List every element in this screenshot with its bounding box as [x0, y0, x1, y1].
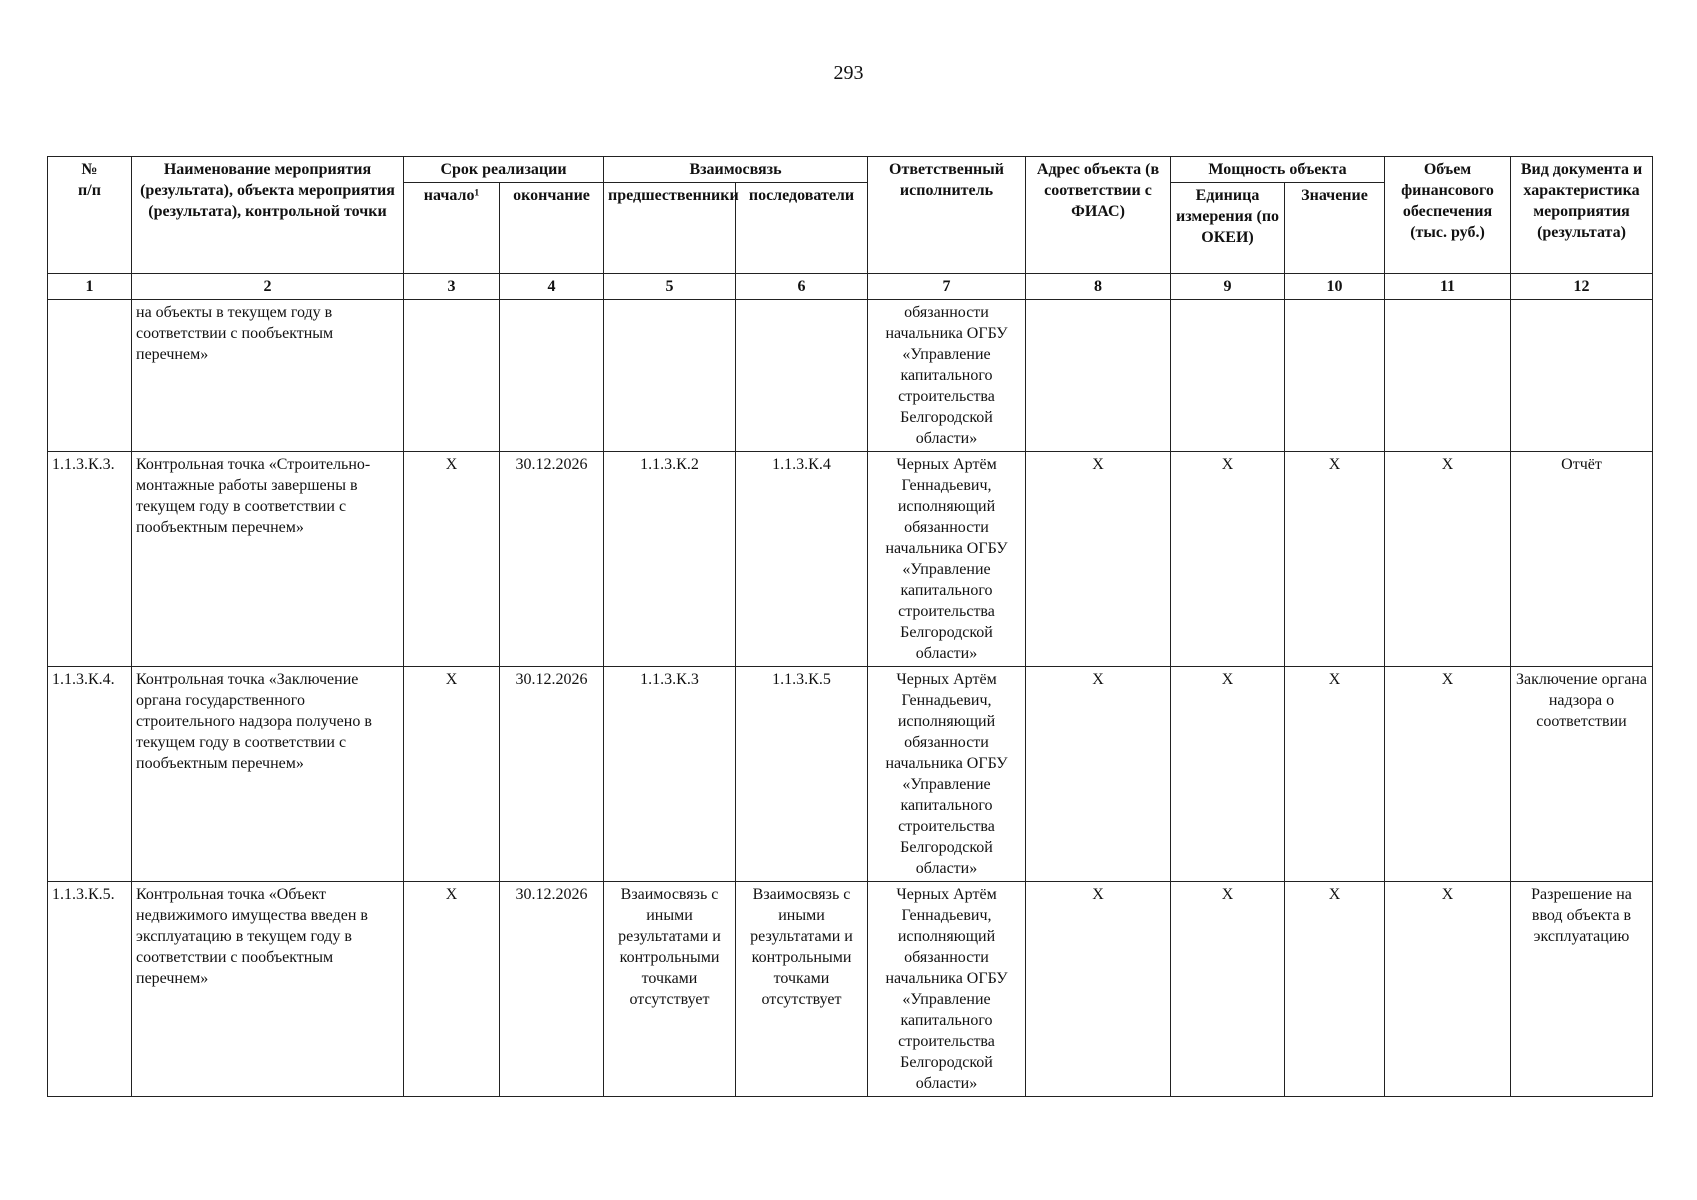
- cell-address: [1026, 300, 1171, 452]
- header-start: начало¹: [404, 183, 500, 274]
- cell-end: 30.12.2026: [500, 452, 604, 667]
- column-number: 3: [404, 274, 500, 300]
- header-relation: Взаимосвязь: [604, 157, 868, 183]
- column-number: 12: [1511, 274, 1653, 300]
- column-number: 6: [736, 274, 868, 300]
- cell-num: 1.1.3.К.3.: [48, 452, 132, 667]
- cell-start: X: [404, 452, 500, 667]
- header-doc: Вид документа и характеристика мероприятия (результата): [1511, 157, 1653, 274]
- header-end: окончание: [500, 183, 604, 274]
- cell-name: Контрольная точка «Объект недвижимого имущества введен в эксплуатацию в текущем году в соответствии с пообъектным перечнем»: [132, 882, 404, 1097]
- column-number: 9: [1171, 274, 1285, 300]
- header-name: Наименование мероприятия (результата), объекта мероприятия (результата), контрольной точки: [132, 157, 404, 274]
- cell-value: [1285, 300, 1385, 452]
- cell-predecessors: 1.1.3.К.3: [604, 667, 736, 882]
- cell-name: Контрольная точка «Заключение органа государственного строительного надзора получено в текущем году в соответствии с пообъектным перечнем»: [132, 667, 404, 882]
- header-responsible: Ответственный исполнитель: [868, 157, 1026, 274]
- cell-value: X: [1285, 452, 1385, 667]
- column-number: 4: [500, 274, 604, 300]
- column-number: 2: [132, 274, 404, 300]
- column-number: 1: [48, 274, 132, 300]
- header-num: № п/п: [48, 157, 132, 274]
- column-number: 11: [1385, 274, 1511, 300]
- column-number: 5: [604, 274, 736, 300]
- cell-doc: [1511, 300, 1653, 452]
- cell-funding: X: [1385, 667, 1511, 882]
- cell-successors: 1.1.3.К.4: [736, 452, 868, 667]
- header-funding: Объем финансового обеспечения (тыс. руб.): [1385, 157, 1511, 274]
- cell-funding: X: [1385, 452, 1511, 667]
- cell-address: X: [1026, 882, 1171, 1097]
- column-number: 10: [1285, 274, 1385, 300]
- header-capacity: Мощность объекта: [1171, 157, 1385, 183]
- cell-unit: X: [1171, 667, 1285, 882]
- cell-successors: 1.1.3.К.5: [736, 667, 868, 882]
- cell-end: 30.12.2026: [500, 882, 604, 1097]
- cell-num: 1.1.3.К.4.: [48, 667, 132, 882]
- cell-unit: X: [1171, 882, 1285, 1097]
- cell-successors: [736, 300, 868, 452]
- column-number: 7: [868, 274, 1026, 300]
- cell-unit: X: [1171, 452, 1285, 667]
- cell-address: X: [1026, 452, 1171, 667]
- cell-num: [48, 300, 132, 452]
- header-address: Адрес объекта (в соответствии с ФИАС): [1026, 157, 1171, 274]
- table-row: [48, 300, 1653, 452]
- cell-doc: Заключение органа надзора о соответствии: [1511, 667, 1653, 882]
- cell-end: [500, 300, 604, 452]
- header-unit: Единица измерения (по ОКЕИ): [1171, 183, 1285, 274]
- cell-predecessors: [604, 300, 736, 452]
- cell-value: X: [1285, 667, 1385, 882]
- cell-responsible: Черных Артём Геннадьевич, исполняющий обязанности начальника ОГБУ «Управление капитального строительства Белгородской области»: [868, 882, 1026, 1097]
- header-row-1: [48, 157, 1653, 183]
- cell-start: [404, 300, 500, 452]
- column-numbers-row: [48, 274, 1653, 300]
- cell-responsible: обязанности начальника ОГБУ «Управление капитального строительства Белгородской области»: [868, 300, 1026, 452]
- cell-funding: X: [1385, 882, 1511, 1097]
- header-successors: последователи: [736, 183, 868, 274]
- column-number: 8: [1026, 274, 1171, 300]
- page-number: 293: [833, 62, 864, 84]
- cell-predecessors: Взаимосвязь с иными результатами и контрольными точками отсутствует: [604, 882, 736, 1097]
- header-predecessors: предшественники: [604, 183, 736, 274]
- table-row: [48, 882, 1653, 1097]
- cell-responsible: Черных Артём Геннадьевич, исполняющий обязанности начальника ОГБУ «Управление капитального строительства Белгородской области»: [868, 452, 1026, 667]
- cell-name: Контрольная точка «Строительно-монтажные работы завершены в текущем году в соответствии с пообъектным перечнем»: [132, 452, 404, 667]
- cell-responsible: Черных Артём Геннадьевич, исполняющий обязанности начальника ОГБУ «Управление капитального строительства Белгородской области»: [868, 667, 1026, 882]
- cell-end: 30.12.2026: [500, 667, 604, 882]
- table-row: [48, 667, 1653, 882]
- cell-predecessors: 1.1.3.К.2: [604, 452, 736, 667]
- cell-name: на объекты в текущем году в соответствии с пообъектным перечнем»: [132, 300, 404, 452]
- header-value: Значение: [1285, 183, 1385, 274]
- cell-start: X: [404, 667, 500, 882]
- cell-num: 1.1.3.К.5.: [48, 882, 132, 1097]
- cell-doc: Разрешение на ввод объекта в эксплуатацию: [1511, 882, 1653, 1097]
- cell-successors: Взаимосвязь с иными результатами и контрольными точками отсутствует: [736, 882, 868, 1097]
- cell-funding: [1385, 300, 1511, 452]
- table-row: [48, 452, 1653, 667]
- cell-unit: [1171, 300, 1285, 452]
- header-period: Срок реализации: [404, 157, 604, 183]
- cell-start: X: [404, 882, 500, 1097]
- cell-address: X: [1026, 667, 1171, 882]
- cell-value: X: [1285, 882, 1385, 1097]
- cell-doc: Отчёт: [1511, 452, 1653, 667]
- activities-table: [47, 156, 1653, 1097]
